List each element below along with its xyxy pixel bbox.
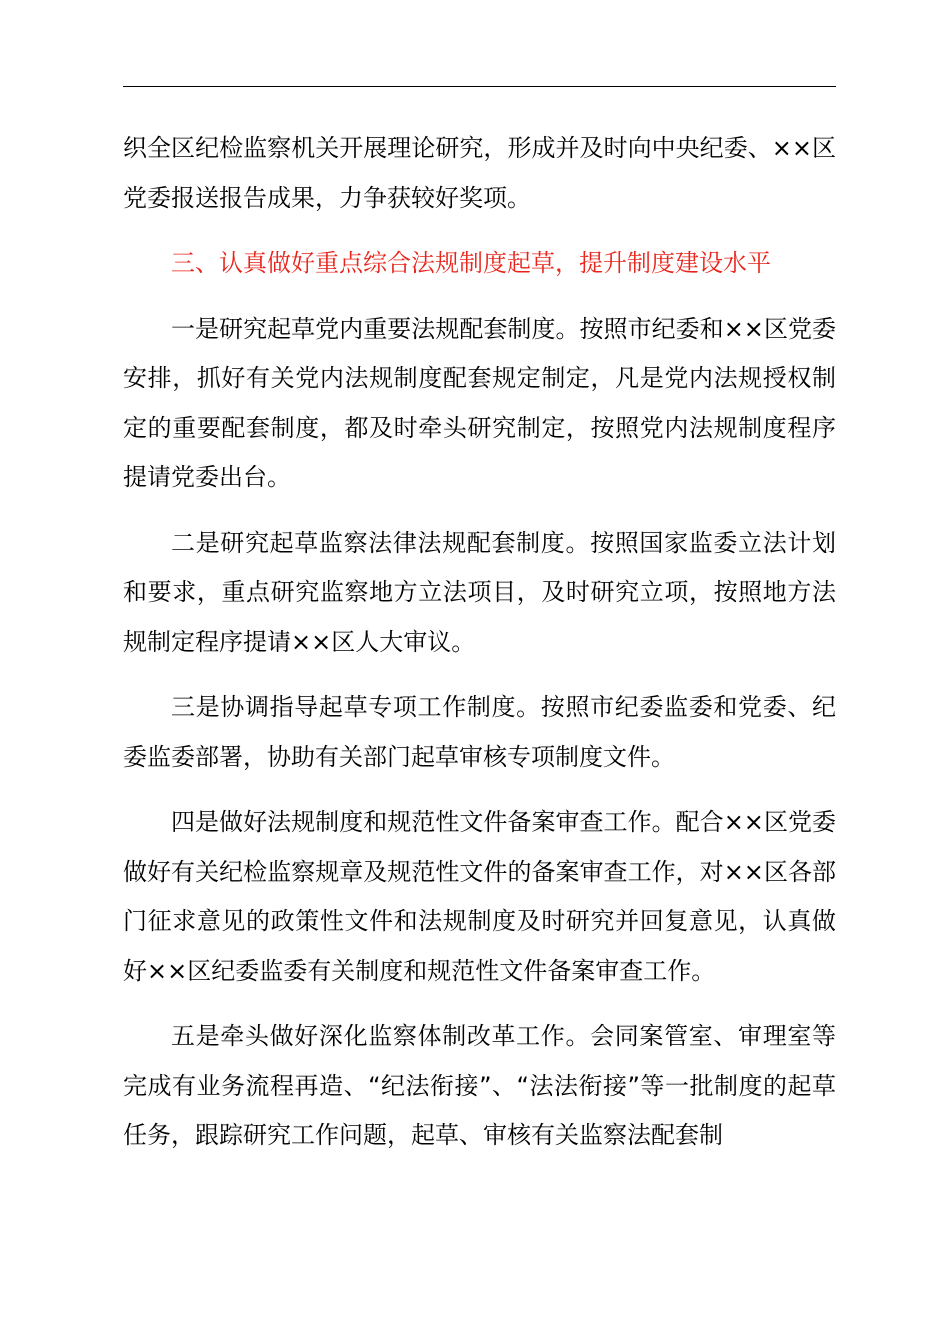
- paragraph-item-1: 一是研究起草党内重要法规配套制度。按照市纪委和××区党委安排，抓好有关党内法规制度配套规定制定，凡是党内法规授权制定的重要配套制度，都及时牵头研究制定，按照党内法规制度程序提请党委出台。: [123, 314, 836, 491]
- paragraph-item-4: 四是做好法规制度和规范性文件备案审查工作。配合××区党委做好有关纪检监察规章及规范性文件的备案审查工作，对××区各部门征求意见的政策性文件和法规制度及时研究并回复意见，认真做好××区纪委监委有关制度和规范性文件备案审查工作。: [123, 808, 836, 985]
- paragraph-continuation: 织全区纪检监察机关开展理论研究，形成并及时向中央纪委、××区党委报送报告成果，力争获较好奖项。: [123, 134, 836, 212]
- paragraph-item-2: 二是研究起草监察法律法规配套制度。按照国家监委立法计划和要求，重点研究监察地方立法项目，及时研究立项，按照地方法规制定程序提请××区人大审议。: [123, 528, 836, 656]
- paragraph-item-5: 五是牵头做好深化监察体制改革工作。会同案管室、审理室等完成有业务流程再造、“纪法衔接”、“法法衔接”等一批制度的起草任务，跟踪研究工作问题，起草、审核有关监察法配套制: [123, 1022, 836, 1149]
- section-heading: 三、认真做好重点综合法规制度起草，提升制度建设水平: [171, 249, 771, 277]
- paragraph-item-3: 三是协调指导起草专项工作制度。按照市纪委监委和党委、纪委监委部署，协助有关部门起草审核专项制度文件。: [123, 693, 836, 771]
- document-body: [123, 124, 836, 1177]
- header-rule: [123, 86, 836, 87]
